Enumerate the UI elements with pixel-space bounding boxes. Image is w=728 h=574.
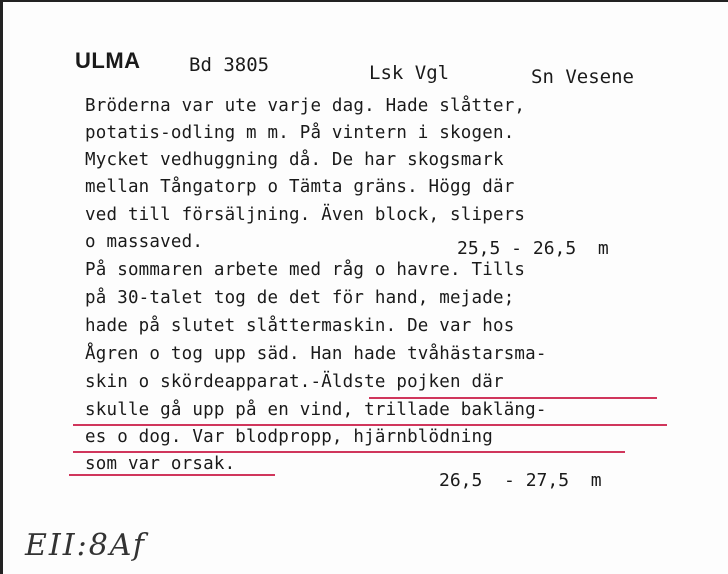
text-line-14: som var orsak. <box>85 454 236 474</box>
text-line-7: På sommaren arbete med råg o havre. Tills <box>85 260 526 280</box>
text-line-4: mellan Tångatorp o Tämta gräns. Högg där <box>85 177 515 197</box>
archive-name: ULMA <box>75 48 141 73</box>
text-line-10: Ågren o tog upp säd. Han hade tvåhästarsma- <box>85 344 547 364</box>
text-line-12: skulle gå upp på en vind, trillade bakläng- <box>85 400 547 420</box>
text-line-8: på 30-talet tog de det för hand, mejade; <box>85 288 515 308</box>
text-line-3: Mycket vedhuggning då. De har skogsmark <box>85 150 504 170</box>
reference-number: Bd 3805 <box>189 54 270 76</box>
underline-3 <box>73 451 625 453</box>
page-range-1: 25,5 - 26,5 m <box>457 238 609 259</box>
page-range-2: 26,5 - 27,5 m <box>439 470 602 491</box>
text-line-2: potatis-odling m m. På vintern i skogen. <box>85 123 515 143</box>
text-line-11: skin o skördeapparat.-Äldste pojken där <box>85 372 504 392</box>
underline-4 <box>69 474 275 476</box>
text-line-5: ved till försäljning. Även block, slipers <box>85 205 526 225</box>
underline-1 <box>369 397 657 399</box>
category-code: Lsk Vgl <box>369 62 450 84</box>
text-line-1: Bröderna var ute varje dag. Hade slåtter, <box>85 96 526 116</box>
handwritten-signum: EII:8Af <box>25 528 147 563</box>
text-line-13: es o dog. Var blodpropp, hjärnblödning <box>85 427 493 447</box>
text-line-9: hade på slutet slåttermaskin. De var hos <box>85 316 515 336</box>
underline-2 <box>73 424 667 426</box>
parish-name: Sn Vesene <box>531 66 634 88</box>
text-line-6: o massaved. <box>85 232 204 252</box>
